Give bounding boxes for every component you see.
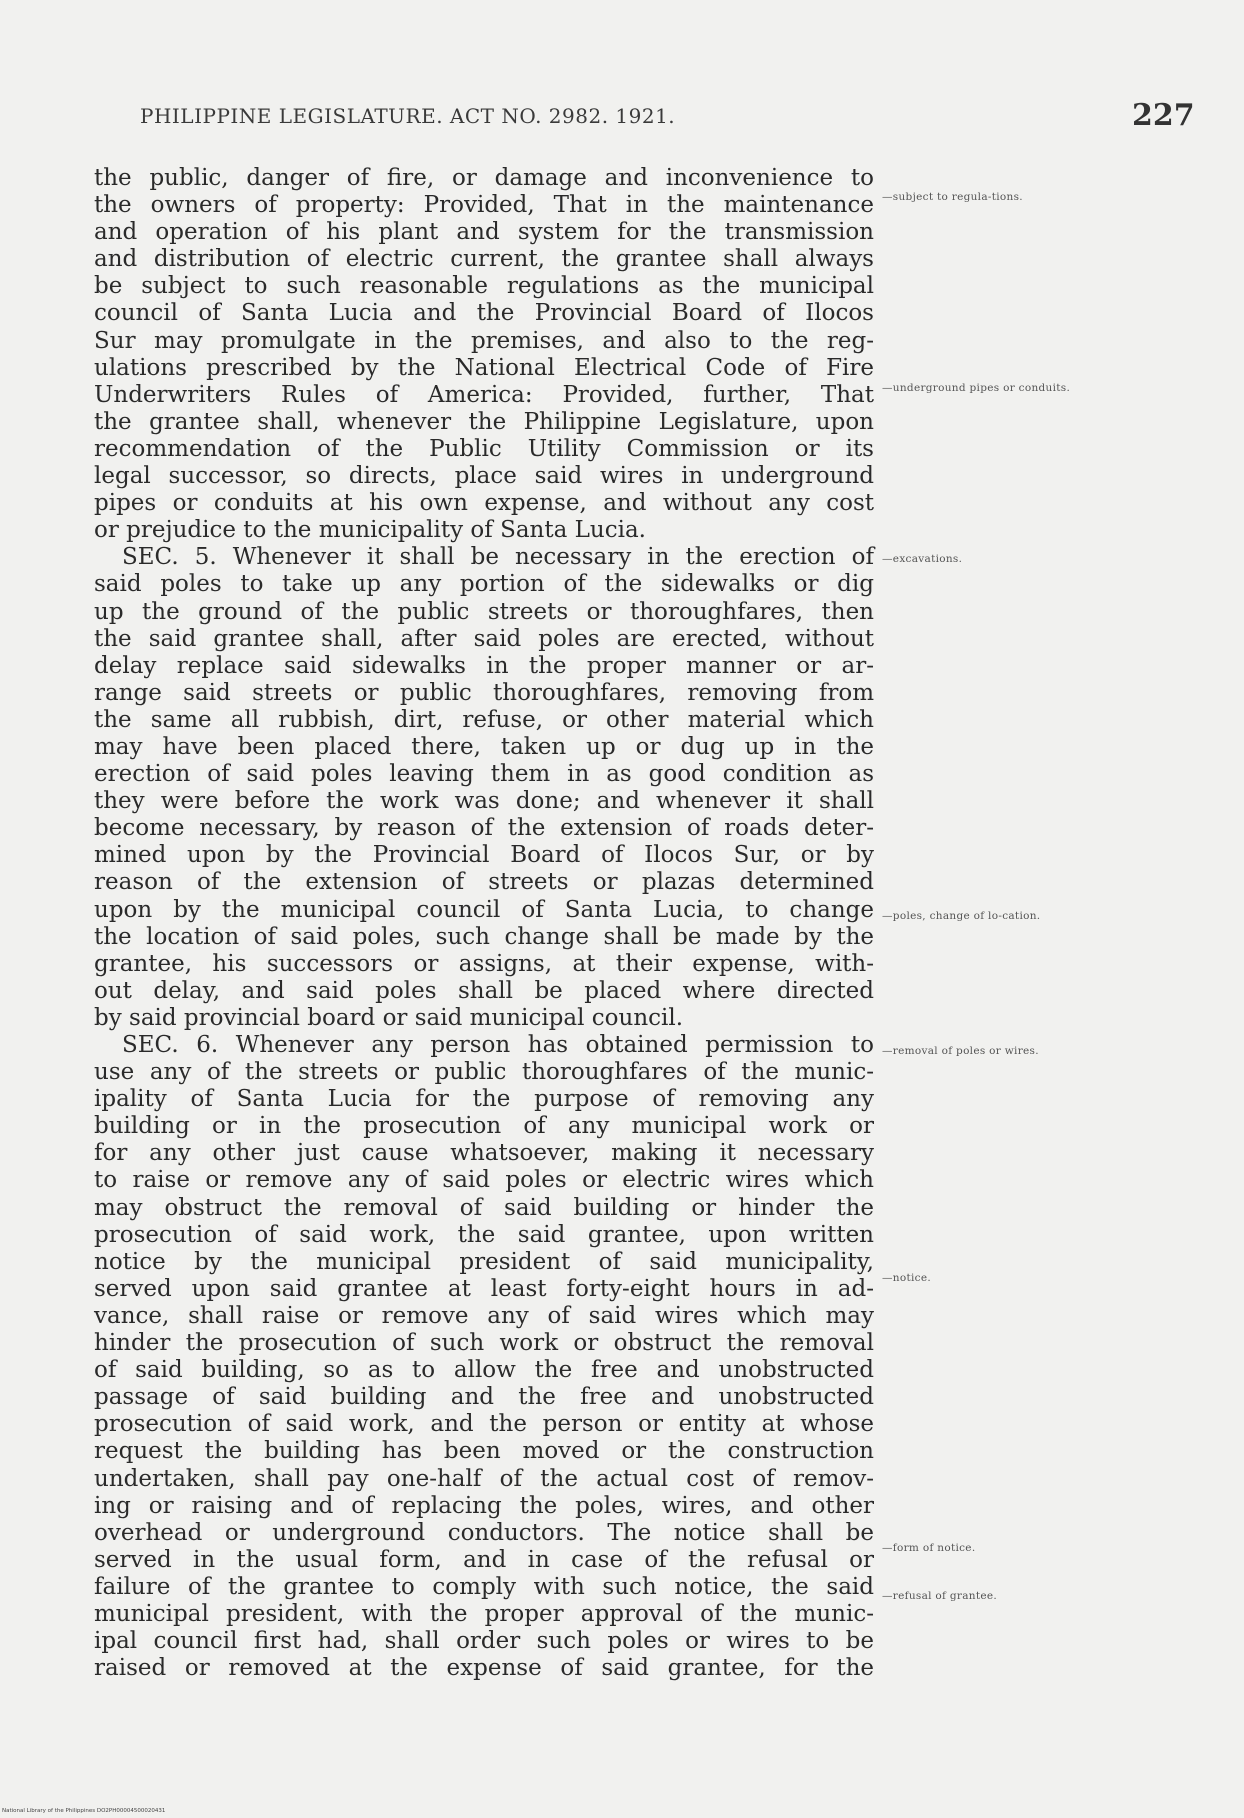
text-line: be subject to such reasonable regulations as the municipal [94,273,874,300]
side-note-underground-pipes: —underground pipes or conduits. [882,382,1071,394]
text-line: and distribution of electric current, the grantee shall always [94,246,874,273]
side-note-poles-change-of-location: —poles, change of lo-cation. [882,910,1041,922]
text-line: vance, shall raise or remove any of said wires which may [94,1302,874,1329]
text-line: legal successor, so directs, place said wires in underground [94,463,874,490]
text-line: up the ground of the public streets or thoroughfares, then [94,598,874,625]
text-line: range said streets or public thoroughfares, removing from [94,679,874,706]
text-line: or prejudice to the municipality of Santa Lucia. [94,517,646,544]
side-note-form-of-notice: —form of notice. [882,1542,976,1554]
text-line: they were before the work was done; and whenever it shall [94,788,874,815]
text-line: undertaken, shall pay one-half of the actual cost of remov- [94,1465,874,1492]
text-line: out delay, and said poles shall be placed where directed [94,977,874,1004]
side-note-removal-of-poles: —removal of poles or wires. [882,1045,1039,1057]
text-line: to raise or remove any of said poles or electric wires which [94,1167,874,1194]
text-line: said poles to take up any portion of the sidewalks or dig [94,571,874,598]
text-line: may obstruct the removal of said building or hinder the [94,1194,874,1221]
text-line: may have been placed there, taken up or dug up in the [94,733,874,760]
text-line: raised or removed at the expense of said grantee, for the [94,1655,874,1682]
text-line: the owners of property: Provided, That in the maintenance [94,192,874,219]
text-line: ipal council first had, shall order such poles or wires to be [94,1628,874,1655]
text-line: the same all rubbish, dirt, refuse, or other material which [94,706,874,733]
footer-archive-id: National Library of the Philippines DO2PH00004500020431 [2,1808,166,1814]
text-line: erection of said poles leaving them in as good condition as [94,761,874,788]
text-line: council of Santa Lucia and the Provincial Board of Ilocos [94,300,874,327]
text-line: become necessary, by reason of the extension of roads deter- [94,815,874,842]
page-number: 227 [1132,98,1195,133]
text-line: and operation of his plant and system for the transmission [94,219,874,246]
text-line: the said grantee shall, after said poles are erected, without [94,625,874,652]
text-line: grantee, his successors or assigns, at their expense, with- [94,950,874,977]
section-5-start: SEC. 5. Whenever it shall be necessary in the erection of [122,544,874,571]
text-line: reason of the extension of streets or plazas determined [94,869,874,896]
text-line: of said building, so as to allow the free and unobstructed [94,1357,874,1384]
text-line: the grantee shall, whenever the Philippine Legislature, upon [94,408,874,435]
body-text [94,165,874,1682]
side-note-refusal-of-grantee: —refusal of grantee. [882,1590,998,1602]
text-line: use any of the streets or public thoroughfares of the munic- [94,1059,874,1086]
section-6-start: SEC. 6. Whenever any person has obtained permission to [122,1032,874,1058]
text-line: ulations prescribed by the National Electrical Code of Fire [94,354,874,381]
text-line: prosecution of said work, and the person or entity at whose [94,1411,874,1438]
text-line: municipal president, with the proper approval of the munic- [94,1600,874,1627]
text-line: request the building has been moved or the construction [94,1438,874,1465]
side-note-excavations: —excavations. [882,553,963,565]
running-head: PHILIPPINE LEGISLATURE. ACT NO. 2982. 1921. [140,104,676,128]
text-line: notice by the municipal president of said municipality, [94,1248,874,1275]
text-line: passage of said building and the free and unobstructed [94,1384,874,1411]
text-line: upon by the municipal council of Santa Lucia, to change [94,896,874,923]
text-line: the location of said poles, such change shall be made by the [94,923,874,950]
text-line: recommendation of the Public Utility Commission or its [94,435,874,462]
text-line: ipality of Santa Lucia for the purpose of removing any [94,1086,874,1113]
text-line: failure of the grantee to comply with such notice, the said [94,1573,874,1600]
text-line: prosecution of said work, the said grantee, upon written [94,1221,874,1248]
text-line: delay replace said sidewalks in the proper manner or ar- [94,652,874,679]
text-line: by said provincial board or said municipal council. [94,1004,684,1031]
text-line: pipes or conduits at his own expense, and without any cost [94,490,874,517]
text-line: served in the usual form, and in case of the refusal or [94,1546,874,1573]
text-line: mined upon by the Provincial Board of Ilocos Sur, or by [94,842,874,869]
text-line: served upon said grantee at least forty-eight hours in ad- [94,1275,874,1302]
text-line: the public, danger of fire, or damage and inconvenience to [94,165,874,191]
text-line: hinder the prosecution of such work or obstruct the removal [94,1330,874,1357]
text-line: for any other just cause whatsoever, making it necessary [94,1140,874,1167]
text-line: overhead or underground conductors. The notice shall be [94,1519,874,1546]
text-line: Underwriters Rules of America: Provided, further, That [94,381,874,408]
side-note-notice: —notice. [882,1272,931,1284]
text-line: building or in the prosecution of any municipal work or [94,1113,874,1140]
text-line: ing or raising and of replacing the poles, wires, and other [94,1492,874,1519]
text-line: Sur may promulgate in the premises, and also to the reg- [94,327,874,354]
side-note-subject-to-regulations: —subject to regula-tions. [882,191,1023,203]
